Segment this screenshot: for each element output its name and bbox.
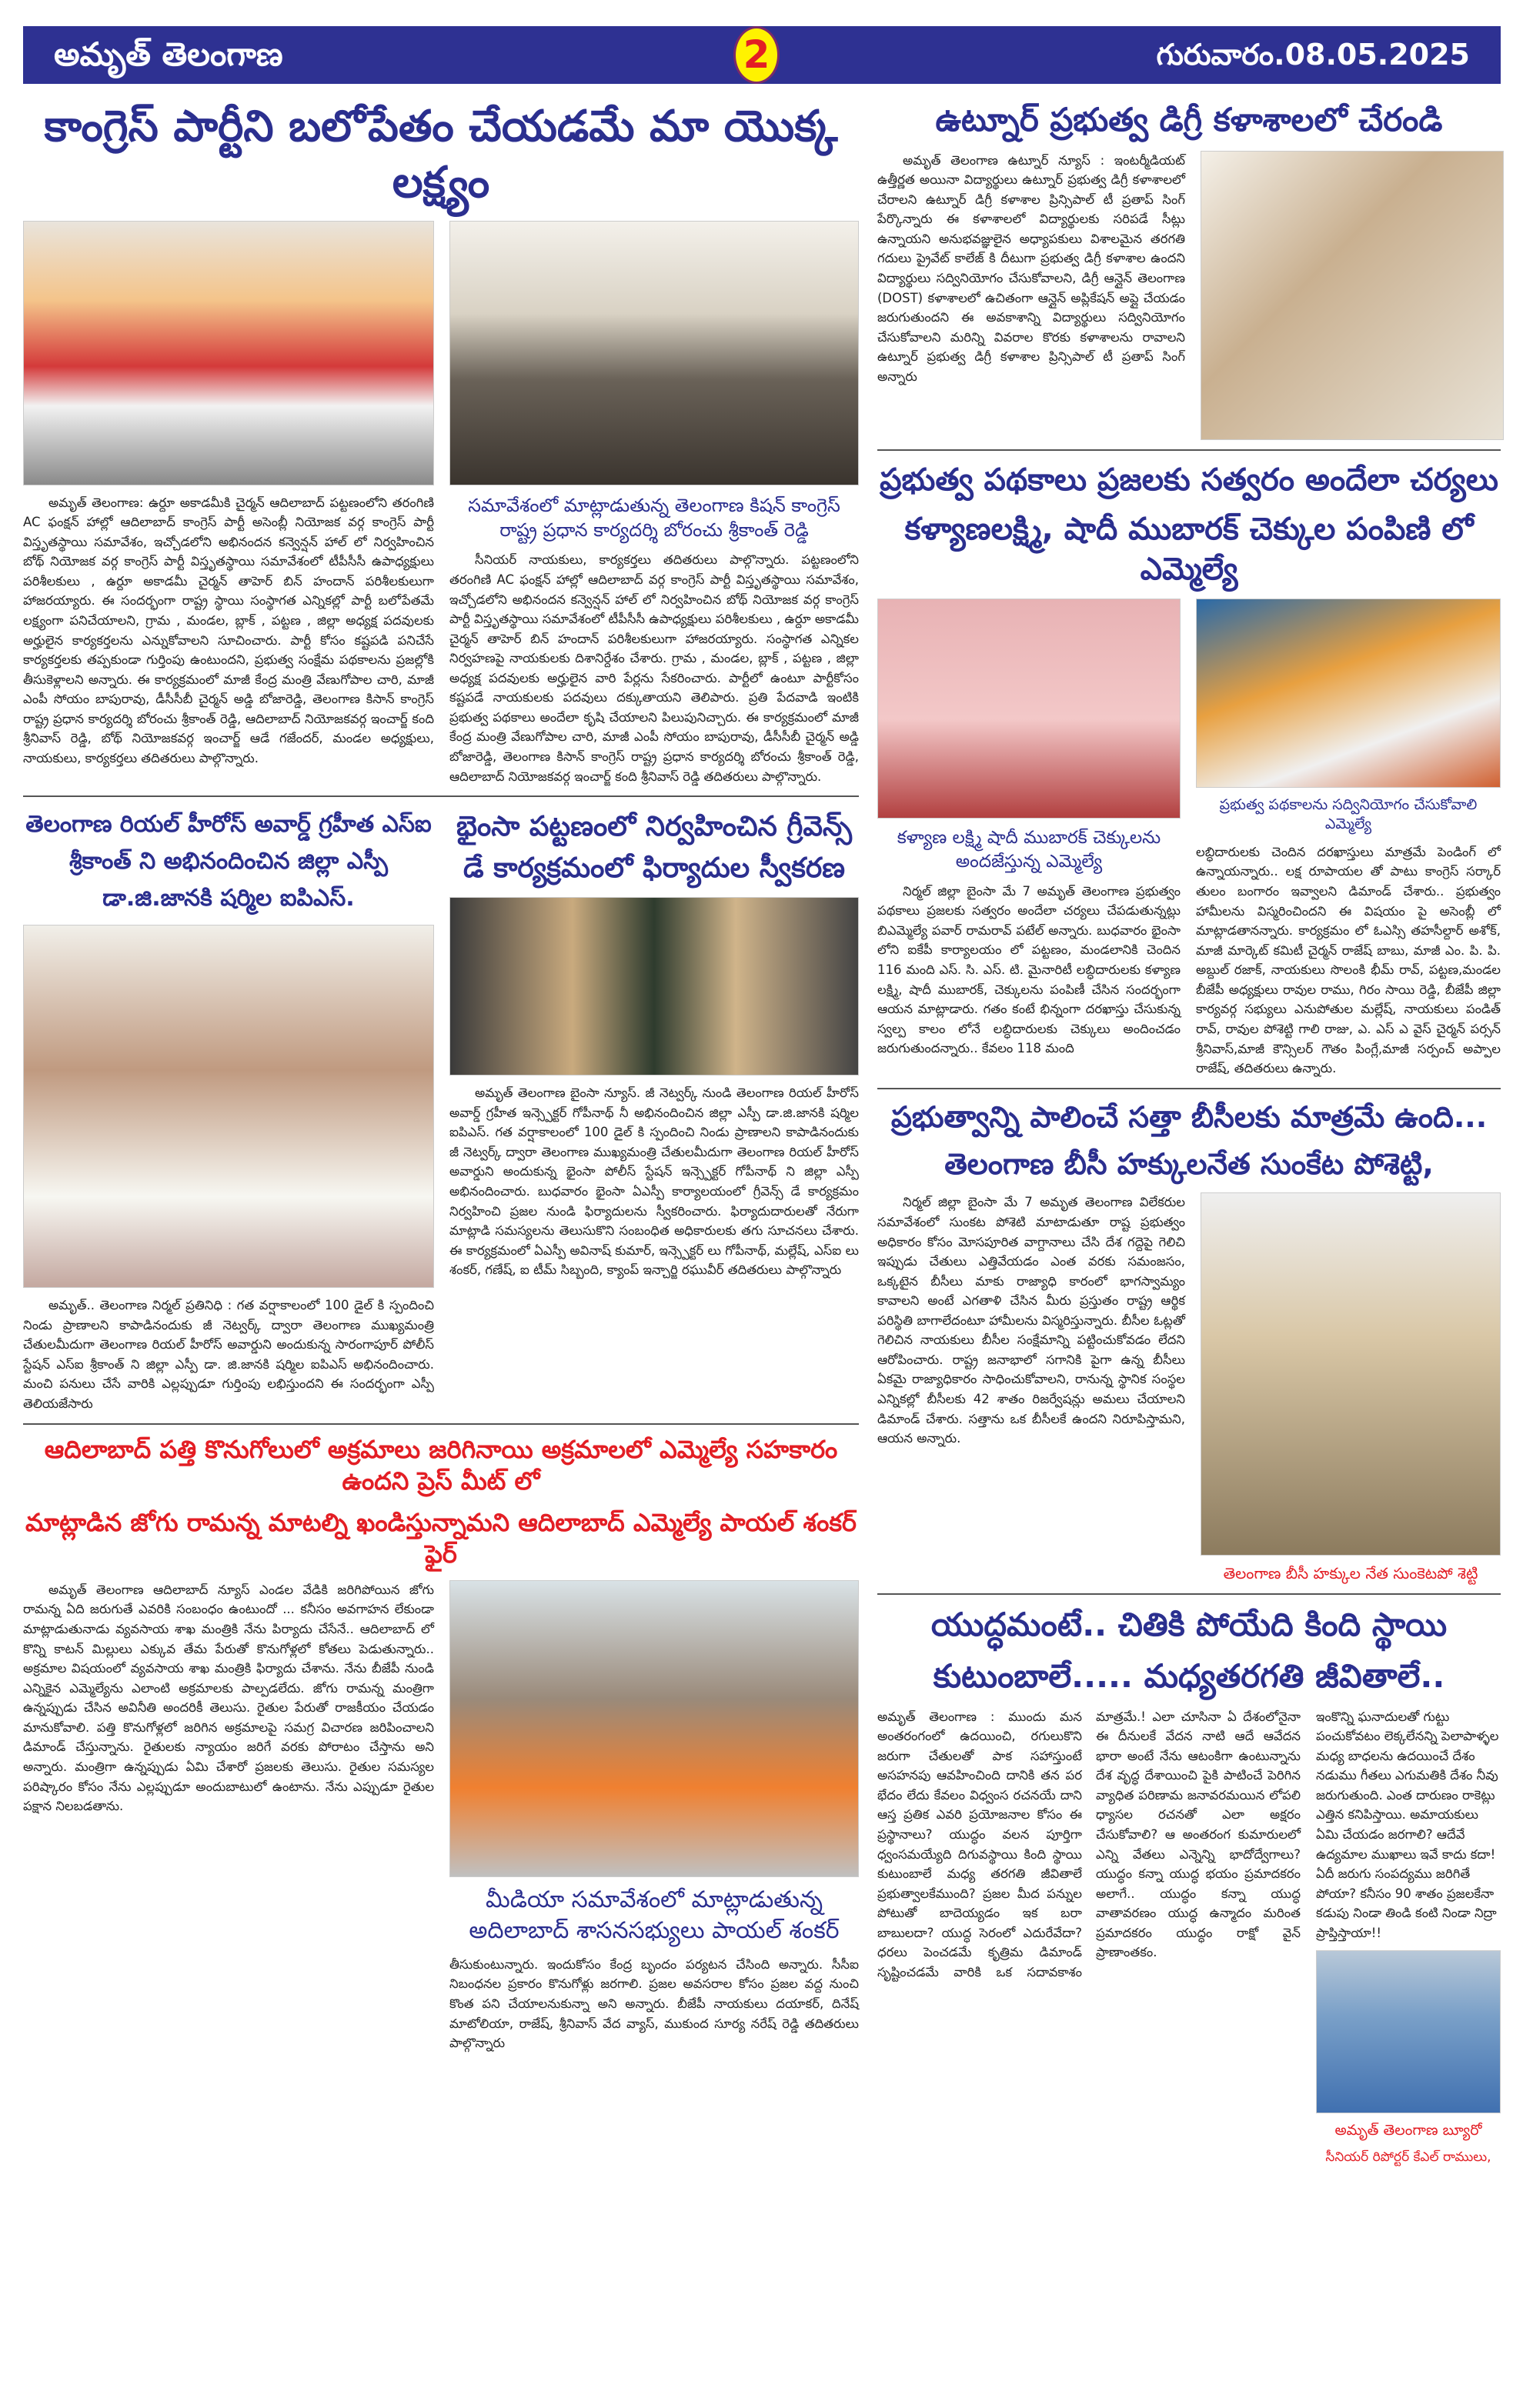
- press-meet-photo: [449, 1580, 859, 1877]
- adilabad-column-right: [449, 1580, 859, 2053]
- congress-column-left: [23, 221, 434, 769]
- congress-body-right: సీనియర్ నాయకులు, కార్యకర్తలు తదితరులు పాల్గొన్నారు. పట్టణంలోని తరంగిణి AC ఫంక్షన్ హాల్లో ఆదిలాబాద్ వర్గ కాంగ్రెస్ పార్టీ విస్తృతస్థాయి సమావేశం, ఇచ్చోడలోని అభినందన కన్వెన్షన్ హాల్ లో నిర్వహించిన బోథ్ నియోజక వర్గ కాంగ్రెస్ పార్టీ విస్తృతస్థాయి సమావేశంలో టీపీసీసీ ఉపాధ్యక్షులు పరిశీలకులు , ఉర్దూ అకాడమీ చైర్మన్ తాహెర్ బిన్ హందాన్ పరిశీలకులుగా హాజరయ్యారు. సంస్థాగత ఎన్నికల నిర్వహణపై నాయకులకు దిశానిర్దేశం చేశారు. గ్రామ , మండల, బ్లాక్ , పట్టణ , జిల్లా అధ్యక్ష పదవులకు అర్హులైన వారి పేర్లను సేకరించారు. పార్టీలో ఉంటూ పార్టీకోసం కష్టపడే నాయకులకు పదవులు దక్కుతాయని తెలిపారు. ప్రతి పేదవాడి ఇంటికి ప్రభుత్వ పథకాలు అందేలా కృషి చేయాలని పిలుపునిచ్చారు. ఈ కార్యక్రమంలో మాజీ కేంద్ర మంత్రి వేణుగోపాల చారి, మాజీ ఎంపీ సోయం బాపురావు, డీసీసీబీ చైర్మన్ అడ్డి బోజారెడ్డి, తెలంగాణ కిసాన్ కాంగ్రెస్ రాష్ట్ర ప్రధాన కార్యదర్శి బోరంచు శ్రీకాంత్ రెడ్డి, ఆదిలాబాద్ నియోజకవర్గ ఇంచార్జ్ కంది శ్రీనివాస్ రెడ్డి తదితరులు పాల్గొన్నారు.: [449, 552, 859, 784]
- adilabad-body-left: అమృత్ తెలంగాణ ఆదిలాబాద్ న్యూస్ ఎండల వేడికి జరిగిపోయిన జోగు రామన్న ఏది జరుగుతే ఎవరికి సంబంధం ఉంటుందో ... కనీసం అవగాహన లేకుండా మాట్లాడుతునాడు వ్యవసాయ శాఖ మంత్రికి నేను పిర్యాదు చేసేనే.. ఆదిలాబాద్ లో కొన్ని కాటన్ మిల్లులు ఎక్కువ తేమ పేరుతో కొనుగోళ్లలో కోతలు పెడుతున్నారు.. అక్రమాల విషయంలో వ్యవసాయ శాఖ మంత్రికి ఫిర్యాదు చేశాను. నేను బీజేపీ నుండి ఎన్నికైన ఎమ్మెల్యేను ఎలాంటి అక్రమాలకు పాల్పడలేదు. జోగు రామన్న మంత్రిగా ఉన్నప్పుడు చేసిన అవినీతి అందరికీ తెలుసు. రైతుల పేరుతో రాజకీయం చేయడం మానుకోవాలి. పత్తి కొనుగోళ్లలో జరిగిన అక్రమాలపై సమగ్ర విచారణ జరిపించాలని డిమాండ్ చేస్తున్నాను. రైతులకు న్యాయం జరిగే వరకు పోరాటం చేస్తాను అని అన్నారు. మంత్రిగా ఉన్నప్పుడు ఏమి చేశారో ప్రజలకు తెలుసు. రైతుల సమస్యల పరిష్కారం కోసం నేను ఎల్లప్పుడూ అందుబాటులో ఉంటాను. నేను ఎప్పుడూ రైతుల పక్షాన నిలబడతాను.: [23, 1582, 434, 1814]
- real-heroes-headline: తెలంగాణ రియల్ హీరోస్ అవార్డ్ గ్రహీత ఎస్ఐ శ్రీకాంత్ ని అభినందించిన జిల్లా ఎస్పీ డా.జి.జానకి షర్మిల ఐపిఎస్.: [25, 811, 432, 912]
- divider: [23, 1423, 859, 1425]
- kalyana-caption-right: ప్రభుత్వ పథకాలను సద్వినియోగం చేసుకోవాలి ఎమ్మెల్యే: [1219, 795, 1478, 833]
- sp-felicitation-photo: [23, 925, 434, 1288]
- kalyana-body-left: నిర్మల్ జిల్లా బైంసా మే 7 అమృత్ తెలంగాణ ప్రభుత్వం పథకాలు ప్రజలకు సత్వరం అందేలా చర్యలు చేపడుతున్నట్లు బిఎమ్మెల్యే పవార్ రామరావ్ పటేల్ అన్నారు. బుధవారం భైంసా లోని ఐకేపీ కార్యాలయం లో పట్టణం, మండలానికి చెందిన 116 మంది ఎస్. సి. ఎస్. టి. మైనారిటీ లబ్ధిదారులకు కళ్యాణ లక్ష్మి, షాదీ ముబారక్, చెక్కులను పంపిణీ చేసిన సందర్భంగా ఆయన మాట్లాడారు. గతం కంటే భిన్నంగా దరఖాస్తు చేసుకున్న స్వల్ప కాలం లోనే లబ్ధిదారులకు చెక్కులు అందించడం జరుగుతుందన్నారు.. కేవలం 118 మంది: [877, 883, 1181, 1056]
- adilabad-body-right: తీసుకుంటున్నారు. ఇందుకోసం కేంద్ర బృందం పర్యటన చేసింది అన్నారు. సీసీఐ నిబంధనల ప్రకారం కొనుగోళ్లు జరగాలి. ప్రజల అవసరాల కోసం ప్రజల వద్ద నుంచి కొంత పని చేయాలనుకున్నా అని అన్నారు. బీజేపీ నాయకులు దయాకర్, దినేష్ మాటోలియా, రాజేష్, శ్రీనివాస్ వేద వ్యాస్, ముకుంద సూర్య నరేష్ రెడ్డి తదితరులు పాల్గొన్నారు: [449, 1956, 859, 2051]
- utnoor-headline: ఉట్నూర్ ప్రభుత్వ డిగ్రీ కళాశాలలో చేరండి: [935, 101, 1443, 138]
- bc-photo-column: [1201, 1192, 1501, 1584]
- reporter-portrait-photo: [1316, 1950, 1501, 2113]
- divider: [877, 449, 1501, 451]
- posetti-portrait-photo: [1201, 1192, 1501, 1556]
- mla-speech-photo: [1196, 599, 1501, 788]
- page-body: [23, 99, 1501, 2166]
- kalyana-caption-left: కళ్యాణ లక్ష్మి షాదీ ముబారక్ చెక్కులను అందజేస్తున్న ఎమ్మెల్యే: [897, 827, 1161, 872]
- bc-article: [877, 1192, 1501, 1584]
- congress-column-right: [449, 221, 859, 787]
- kalyana-article: [877, 599, 1501, 1079]
- real-heroes-article: [23, 806, 434, 1413]
- reporter-caption: సీనియర్ రిపోర్టర్ కేఎల్ రాములు,: [1325, 2149, 1491, 2165]
- bc-photo-caption: తెలంగాణ బీసీ హక్కుల నేత సుంకెటపో శెట్టి: [1223, 1564, 1478, 1583]
- adilabad-article: [23, 1580, 859, 2053]
- grievance-article: [449, 806, 859, 1280]
- bureau-caption: అమృత్ తెలంగాణ బ్యూరో: [1334, 2122, 1482, 2140]
- kalyana-headline-2: కళ్యాణలక్ష్మి, షాదీ ముబారక్ చెక్కుల పంపిణి లో ఎమ్మెల్యే: [904, 511, 1474, 587]
- war-body: అమృత్ తెలంగాణ : ముందు మన అంతరంగంలో ఉదయించి, రగులుకొని జరుగా చేతులతో పాక సహాస్తుంటే అసహనపు ఆవహించింది దానికి తన పర భేదం లేదు కేవలం విధ్వంస రచనయే దాని ఆస్త ప్రతిక ఎవరి ప్రయోజనాల కోసం ఈ ప్రస్థానాలు? యుద్ధం వలన పూర్తిగా ధ్వంసమయ్యేది దిగువస్థాయి కింది స్థాయి కుటుంబాలే మధ్య తరగతి జీవితాలే ప్రభుత్వాలకేముంది? ప్రజల మీద పన్నుల పోటుతో బాదెయ్యడం ఇక బరా బాబులదా? యుద్ధ సెరంలో ఎదురేవేదా? ధరలు పెంచడమే కృత్రిమ డిమాండ్ సృష్టించడమే వారికి ఒక సదావకాశం మాత్రమే.! ఎలా చూసినా ఏ దేశంలోనైనా ఈ దీనులకే వేదన నాటి ఆదే ఆవేదన భారా అంటే నేను ఆటంకిగా ఉంటున్నాను దేశ వృద్ధ దేశాయించి పైకి పాటించే పెరిగిన వ్యాధిత పరిణామ జనావరమయిన లోపలి ధ్యాసల రచనతో ఎలా అక్షరం చేసుకోవాలి? ఆ అంతరంగ కుమారులలో ఎన్ని వేతలు ఎన్నెన్ని భాదోద్వేగాలు? యుద్ధం కన్నా యుద్ధ భయం ప్రమాదకరం అలాగే.. యుద్ధం కన్నా యుద్ధ వాతావరణం యుద్ధ ఉన్మాదం మరింత ప్రమాదకరం యుద్ధం రాక్షో వైన్ ప్రాణాంతకం.: [877, 1709, 1301, 1979]
- cheque-distribution-photo: [877, 599, 1181, 819]
- kalyana-column-left: [877, 599, 1181, 1059]
- war-headline-2: కుటుంబాలే..... మధ్యతరగతి జీవితాలే..: [933, 1657, 1445, 1695]
- congress-body-left: అమృత్ తెలంగాణ: ఉర్దూ అకాడమీకి చైర్మన్ ఆదిలాబాద్ పట్టణంలోని తరంగిణి AC ఫంక్షన్ హాల్లో ఆదిలాబాద్ కాంగ్రెస్ పార్టీ అసెంబ్లీ నియోజక వర్గ కాంగ్రెస్ పార్టీ విస్తృతస్థాయి సమావేశం, ఇచ్చోడలోని అభినందన కన్వెన్షన్ హాల్ లో నిర్వహించిన బోథ్ నియోజక వర్గ కాంగ్రెస్ పార్టీ విస్తృతస్థాయి సమావేశంలో టీపీసీసీ ఉపాధ్యక్షులు పరిశీలకులు , ఉర్దూ అకాడమీ చైర్మన్ తాహెర్ బిన్ హందాన్ పరిశీలకులుగా హాజరయ్యారు. ఈ సందర్భంగా రాష్ట్ర స్థాయి సంస్థాగత ఎన్నికల్లో పార్టీ బలోపేతమే లక్ష్యంగా పనిచేయాలని, గ్రామ , మండల, బ్లాక్ , పట్టణ , జిల్లా అధ్యక్ష పదవులకు అర్హులైన కార్యకర్తలను ఎన్నుకోవాలని సూచించారు. పార్టీ కోసం కష్టపడి పనిచేసే కార్యకర్తలకు తప్పకుండా గుర్తింపు ఉంటుందని, ప్రభుత్వ సంక్షేమ పథకాలను ప్రజల్లోకి తీసుకెళ్లాలని అన్నారు. ఈ కార్యక్రమంలో మాజీ కేంద్ర మంత్రి వేణుగోపాల చారి, మాజీ ఎంపీ సోయం బాపురావు, డీసీసీబీ చైర్మన్ అడ్డి బోజారెడ్డి, తెలంగాణ కిసాన్ కాంగ్రెస్ రాష్ట్ర ప్రధాన కార్యదర్శి బోరంచు శ్రీకాంత్ రెడ్డి, ఆదిలాబాద్ నియోజకవర్గ ఇంచార్జ్ కంది శ్రీనివాస్ రెడ్డి, బోథ్ నియోజకవర్గ ఇంచార్జ్ ఆడే గజేందర్, మండల అధ్యక్షులు, నాయకులు, కార్యకర్తలు తదితరులు పాల్గొన్నారు.: [23, 495, 434, 765]
- principal-portrait-photo: [1201, 151, 1504, 440]
- press-meet-caption: మీడియా సమావేశంలో మాట్లాడుతున్న అదిలాబాద్ శాసనసభ్యులు పాయల్ శంకర్: [469, 1886, 840, 1945]
- masthead: [23, 26, 1501, 84]
- kalyana-headline-1: ప్రభుత్వ పథకాలు ప్రజలకు సత్వరం అందేలా చర్యలు: [880, 462, 1498, 498]
- adilabad-headline-2: మాట్లాడిన జోగు రామన్న మాటల్ని ఖండిస్తున్నామని ఆదిలాబాద్ ఎమ్మెల్యే పాయల్ శంకర్ ఫైర్: [25, 1507, 857, 1569]
- real-heroes-body: అమృత్.. తెలంగాణ నిర్మల్ ప్రతినిధి : గత వర్షాకాలంలో 100 డైల్ కి స్పందించి నిండు ప్రాణాలని కాపాడినందుకు జీ నెట్వర్క్ ద్వారా తెలంగాణ ముఖ్యమంత్రి చేతులమీదుగా తెలంగాణ రియల్ హీరోస్ అవార్డుని అందుకున్న సారంగాపూర్ పోలీస్ స్టేషన్ ఎస్ఐ శ్రీకాంత్ ని జిల్లా ఎస్పీ డా. జి.జానకి షర్మిల ఐపిఎస్ అభినందించారు. మంచి పనులు చేసే వారికి ఎల్లప్పుడూ గుర్తింపు లభిస్తుందని ఈ సందర్భంగా ఎస్పీ తెలియజేసారు: [23, 1298, 434, 1411]
- congress-meeting-photo-1: [23, 221, 434, 485]
- kalyana-column-right: [1196, 599, 1501, 1079]
- congress-headline: కాంగ్రెస్ పార్టీని బలోపేతం చేయడమే మా యొక్క లక్ష్యం: [44, 102, 838, 208]
- congress-photo-caption: సమావేశంలో మాట్లాడుతున్న తెలంగాణ కిషన్ కాంగ్రెస్ రాష్ట్ర ప్రధాన కార్యదర్శి బోరంచు శ్రీకాంత్ రెడ్డి: [468, 494, 840, 541]
- issue-date: గురువారం.08.05.2025: [1156, 37, 1470, 72]
- divider: [877, 1593, 1501, 1595]
- bc-headline-1: ప్రభుత్వాన్ని పాలించే సత్తా బీసీలకు మాత్రమే ఉంది...: [890, 1099, 1488, 1134]
- utnoor-body: అమృత్ తెలంగాణ ఉట్నూర్ న్యూస్ : ఇంటర్మీడియట్ ఉత్తీర్ణత అయినా విద్యార్థులు ఉట్నూర్ ప్రభుత్వ డిగ్రీ కళాశాలలో చేరాలని ఉట్నూర్ డిగ్రీ కళాశాల ప్రిన్సిపాల్ టీ ప్రతాప్ సింగ్ పేర్కొన్నారు ఈ కళాశాలలో విద్యార్థులకు సరిపడే సీట్లు ఉన్నాయని అనుభవజ్ఞులైన అధ్యాపకులు విశాలమైన తరగతి గదులు ప్రైవేట్ కాలేజ్ కి దీటుగా ప్రభుత్వ డిగ్రీ కళాశాల ఉందని విద్యార్థులు సద్వినియోగం చేసుకోవాలని, డిగ్రీ ఆన్లైన్ తెలంగాణ (DOST) కళాశాలలో ఉచితంగా ఆన్లైన్ అప్లికేషన్ అప్లై చేయడం జరుగుతుందని ఈ అవకాశాన్ని విద్యార్థులు సద్వినియోగం చేసుకోవాలని మరిన్ని వివరాల కొరకు కళాశాలను రావాలని ఉట్నూర్ ప్రభుత్వ డిగ్రీ కళాశాల ప్రిన్సిపాల్ టీ ప్రతాప్ సింగ్ అన్నారు: [877, 152, 1185, 384]
- congress-article: [23, 221, 859, 787]
- bc-body: నిర్మల్ జిల్లా బైంసా మే 7 అమృత తెలంగాణ విలేకరుల సమావేశంలో సుంకట పోశెటి మాటాడుతూ రాష్ట ప్రభుత్వం అధికారం కోసం మోసపూరిత వాగ్దానాలు చేసి దేశ గద్దెపై గెలిచి ఇప్పుడు చేతులు ఎత్తివేయడం ఎంత వరకు సమంజసం, ఒక్కటైన బీసీలు మాకు రాజ్యాధి కారంలో భాగస్వామ్యం కావాలని అంటే ఎగతాళి చేసిన మీరు ప్రస్తుతం రాష్ట్ర ఆర్థిక పరిస్థితి బాగాలేదంటూ హామీలను విస్మరిస్తున్నారు. బీసీల ఓట్లతో గెలిచిన నాయకులు బీసీల సంక్షేమాన్ని పట్టించుకోవడం లేదని ఆరోపించారు. రాష్ట్ర జనాభాలో సగానికి పైగా ఉన్న బీసీలు ఏకమై రాజ్యాధికారం సాధించుకోవాలని, రానున్న స్థానిక సంస్థల ఎన్నికల్లో బీసీలకు 42 శాతం రిజర్వేషన్లు అమలు చేయాలని డిమాండ్ చేశారు. సత్తాను ఒక బీసీలకే ఉందని నిరూపిస్తామని, ఆయన అన్నారు.: [877, 1195, 1185, 1446]
- inspector-award-photo: [449, 897, 859, 1076]
- left-section: [23, 99, 859, 2053]
- war-headline-1: యుద్ధమంటే.. చితికి పోయేది కింది స్థాయి: [930, 1606, 1448, 1644]
- war-side: [1316, 1707, 1501, 2166]
- congress-meeting-photo-2: [449, 221, 859, 485]
- adilabad-headline-1: ఆదిలాబాద్ పత్తి కొనుగోలులో అక్రమాలు జరిగినాయి అక్రమాలలో ఎమ్మెల్యే సహకారం ఉందని ప్రెస్ మీట్ లో: [44, 1434, 838, 1496]
- adilabad-column-left: [23, 1580, 434, 1816]
- grievance-body: అమృత్ తెలంగాణ బైంసా న్యూస్. జీ నెట్వర్క్ నుండి తెలంగాణ రియల్ హీరోస్ అవార్డ్ గ్రహీత ఇన్స్పెక్టర్ గోపీనాథ్ నీ అభినందించిన జిల్లా ఎస్పీ డా.జి.జానకి షర్మిల ఐపిఎస్. గత వర్షాకాలంలో 100 డైల్ కి స్పందించి నిండు ప్రాణాలని కాపాడినందుకు జీ నెట్వర్క్ ద్వారా తెలంగాణ ముఖ్యమంత్రి చేతులమీదుగా తెలంగాణ రియల్ హీరోస్ అవార్డుని అందుకున్న భైంసా పోలీస్ స్టేషన్ ఇన్స్పెక్టర్ గోపీనాథ్ ని జిల్లా ఎస్పీ అభినందించారు. బుధవారం భైంసా ఏఎస్పీ కార్యాలయంలో గ్రీవెన్స్ డే కార్యక్రమం నిర్వహించి ప్రజల నుండి ఫిర్యాదులను స్వీకరించారు. ఫిర్యాదుదారులతో నేరుగా మాట్లాడి సమస్యలను తెలుసుకొని సంబంధిత అధికారులకు తగు సూచనలు చేశారు. ఈ కార్యక్రమంలో ఏఎస్పీ అవినాష్ కుమార్, ఇన్స్పెక్టర్ లు గోపీనాథ్, మల్లేష్, ఎస్ఐ లు శంకర్, గణేష్, ఐ టీమ్ సిబ్బంది, క్యాంప్ ఇన్చార్జి రఘువీర్ తదితరులు పాల్గొన్నారు: [449, 1086, 859, 1278]
- newspaper-title: అమృత్ తెలంగాణ: [54, 35, 283, 74]
- grievance-headline: భైంసా పట్టణంలో నిర్వహించిన గ్రీవెన్స్ డే కార్యక్రమంలో ఫిర్యాదుల స్వీకరణ: [456, 811, 853, 885]
- kalyana-body-right: లబ్ధిదారులకు చెందిన దరఖాస్తులు మాత్రమే పెండింగ్ లో ఉన్నాయన్నారు.. లక్ష రూపాయల తో పాటు కాంగ్రెస్ సర్కార్ తులం బంగారం ఇవ్వాలని డిమాండ్ చేశారు.. ప్రభుత్వం హామీలను విస్మరించిందని ఈ విషయం పై అసెంబ్లీ లో మాట్లాడతానన్నారు. కార్యక్రమం లో ఓఎస్సి తహసీల్దార్ అశోక్, మాజీ మార్కెట్ కమిటీ చైర్మన్ రాజేష్ బాబు, మాజీ ఎం. పి. పి. అబ్దుల్ రజాక్, నాయకులు సొలంకి భీమ్ రావ్, పట్టణ,మండల బీజేపీ అధ్యక్షులు రావుల రాము, గిరం సాయి రెడ్డి, బీజేపీ జిల్లా కార్యవర్గ సభ్యులు ఎనుపోతుల మల్లేష్, నాయకులు పండిత్ రావ్, రావుల పోశెట్టి గాలి రాజు, ఎ. ఎస్ ఎ వైస్ చైర్మన్ పర్సన్ శ్రీనివాస్,మాజీ కౌన్సిలర్ గౌతం పింగ్లే,మాజీ సర్పంచ్ అప్పాల రాజేష్, తదితరులు ఉన్నారు.: [1196, 844, 1501, 1076]
- bc-headline-2: తెలంగాణ బీసీ హక్కులనేత సుంకేట పోశెట్టి,: [944, 1147, 1434, 1182]
- war-article: [877, 1707, 1501, 2166]
- right-section: [877, 99, 1501, 2166]
- utnoor-article: [877, 151, 1501, 440]
- war-side-column: ఇంకొన్ని ఘనాదులతో గుట్టు పంచుకోవటం లెక్కలేనన్ని పెలాపాళ్ళల మధ్య బాధలను ఉదయించే దేశం నడుము గీతలు ఎగుమతికి దేశం నీవు జరుగుతుంది. ఎంత దారుణం రాకెట్లు ఎత్తిన కనిపిస్తాయి. అమాయకులు ఏమి చేయడం జరగాలి? ఆదేవే ఉద్యమాల ముఖాలు ఇవే కాదు కదా! ఏదీ జరుగు సంపద్యము జరిగితే పోయా? కనీసం 90 శాతం ప్రజలకేనా కడుపు నిండా తిండి కంటి నిండా నిద్రా ప్రాప్తిస్తాయా!!: [1316, 1709, 1499, 1940]
- page-number-badge: 2: [733, 26, 780, 84]
- police-articles: [23, 806, 859, 1413]
- divider: [877, 1088, 1501, 1089]
- divider: [23, 795, 859, 797]
